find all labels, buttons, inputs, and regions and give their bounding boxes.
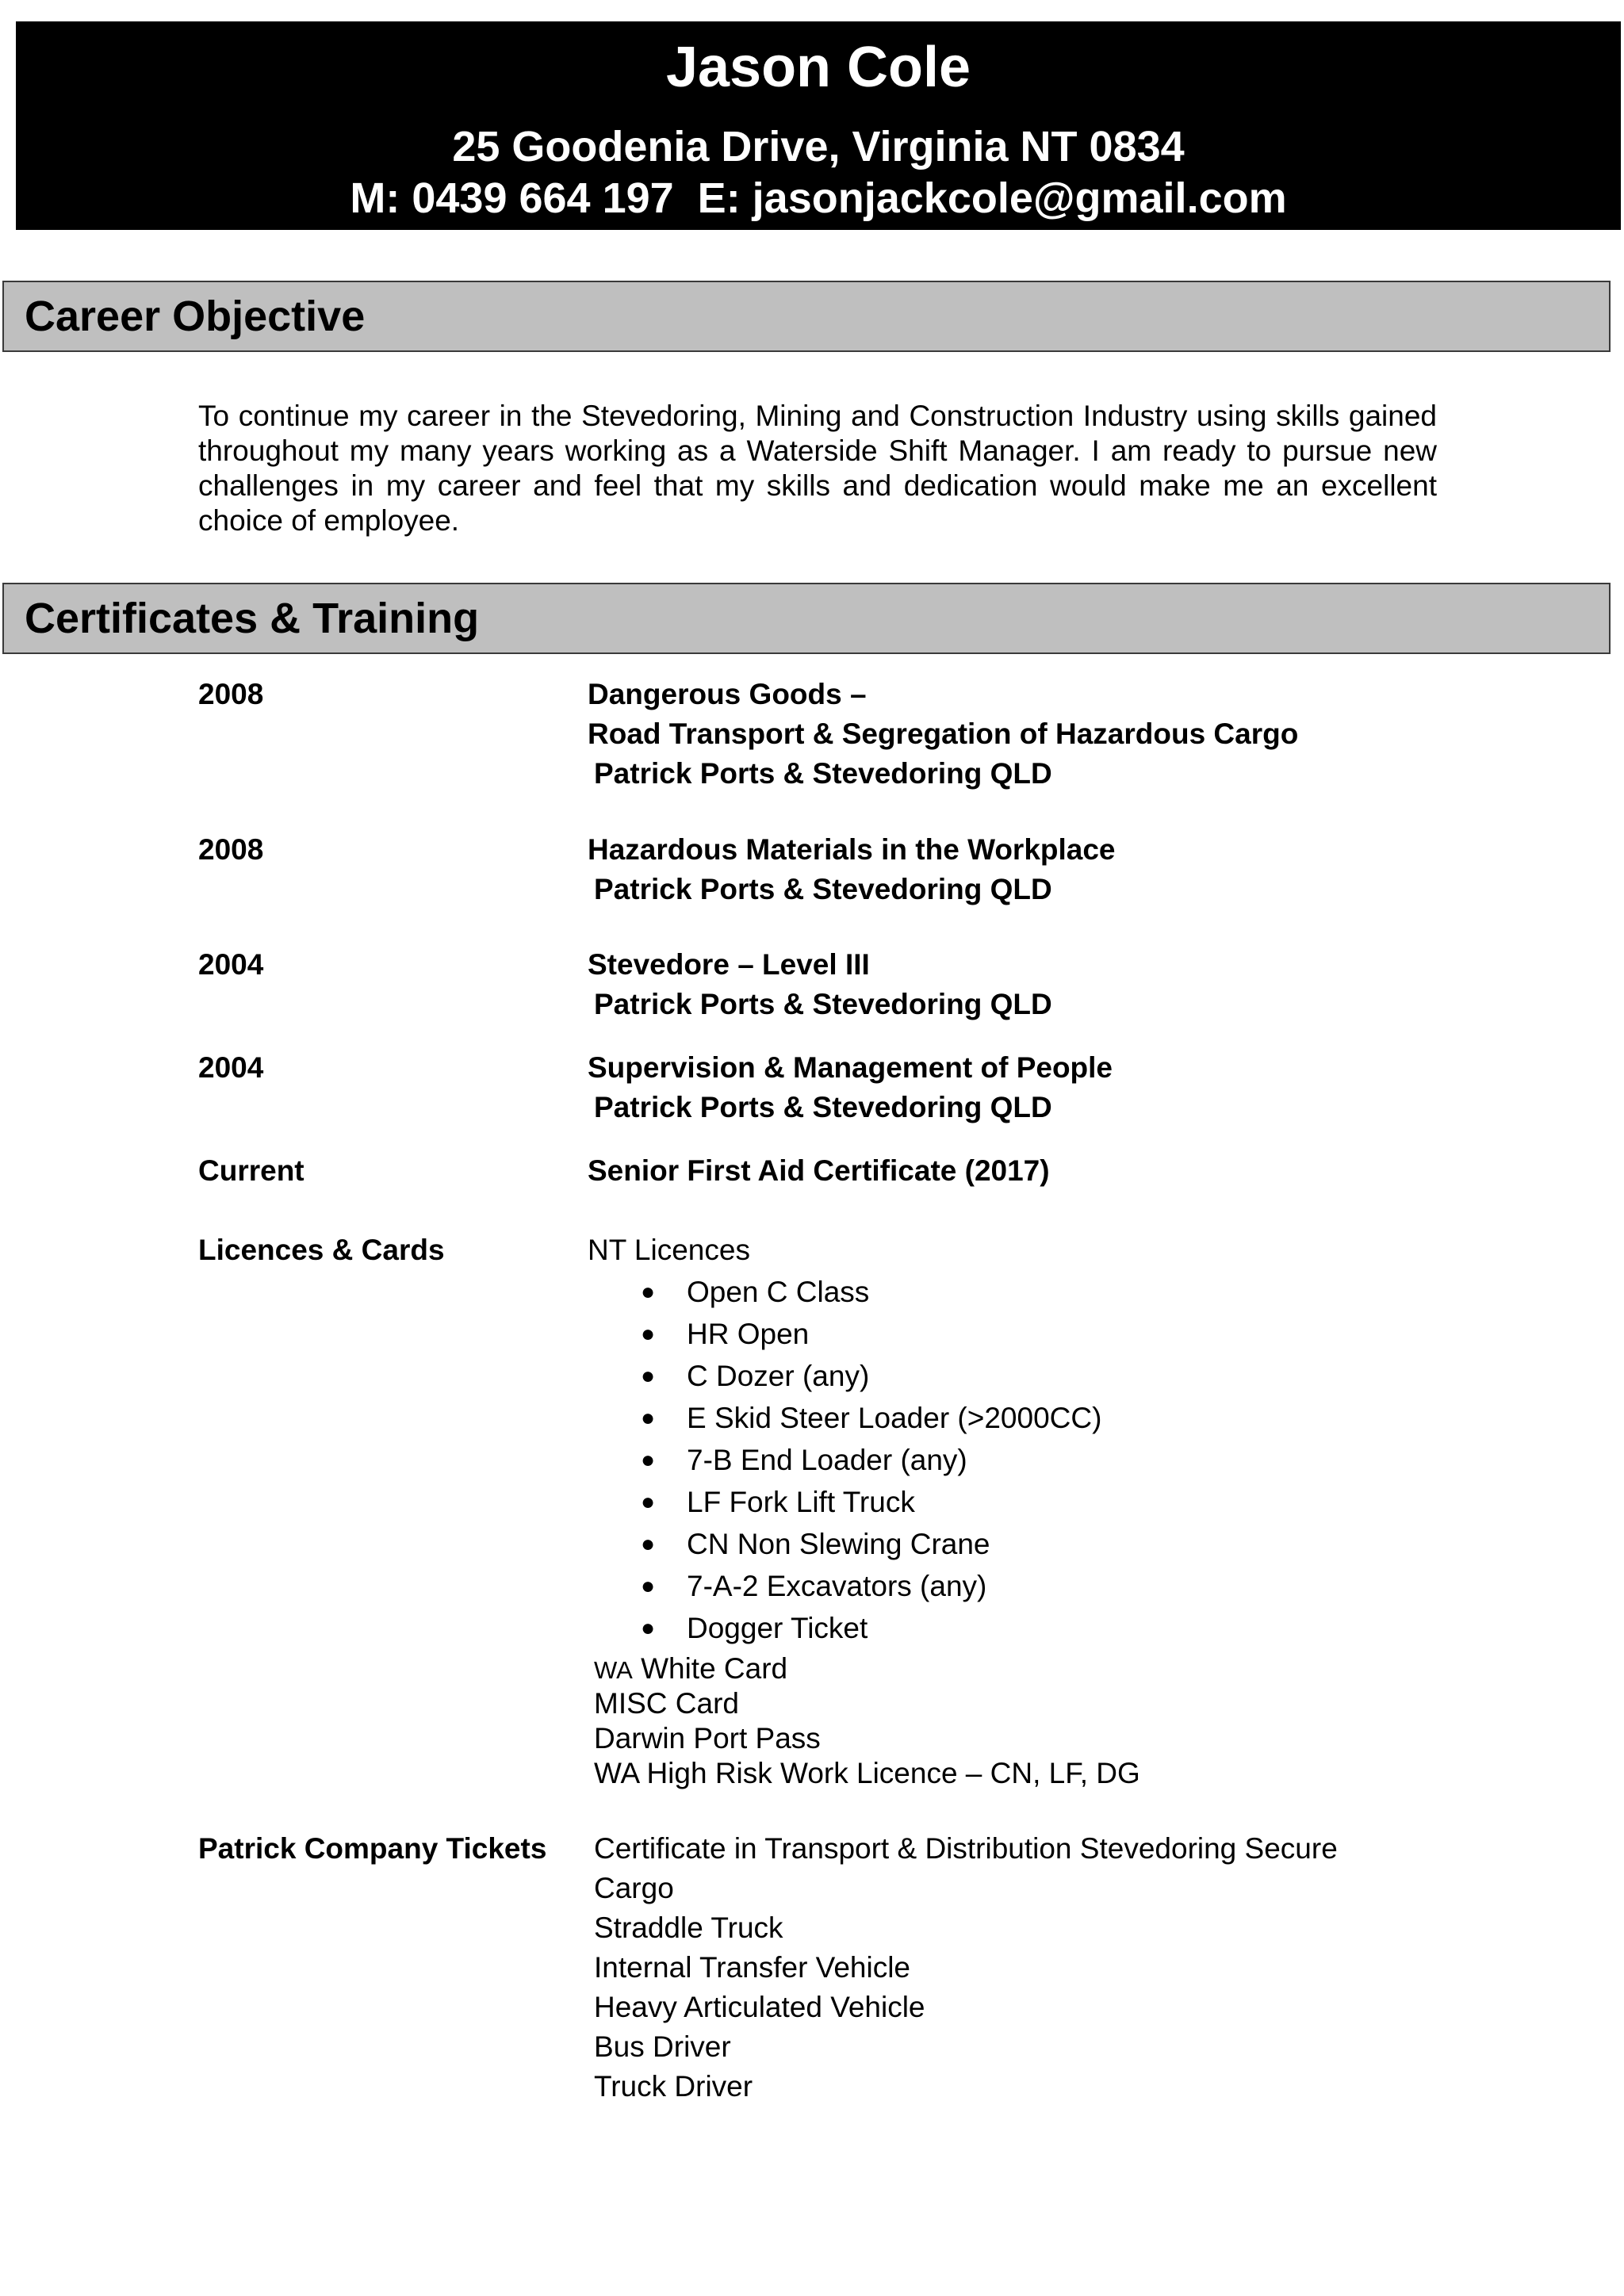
list-item: WA High Risk Work Licence – CN, LF, DG [594, 1757, 1140, 1789]
list-item: Heavy Articulated Vehicle [594, 1991, 925, 2023]
list-item: Dogger Ticket [687, 1612, 868, 1644]
bullet-icon: ● [641, 1489, 656, 1515]
list-item: Truck Driver [594, 2070, 753, 2103]
career-objective-text: To continue my career in the Stevedoring, Mining and Construction Industry using skills gained throughout my many years working as a Waterside Shift Manager. I am ready to pursue new challenges in my career and feel that my skills and dedication would make me an excellent choice of employee. [198, 400, 1437, 537]
section-heading-certificates: Certificates & Training [2, 583, 1611, 654]
nt-licences-heading: NT Licences [588, 1234, 750, 1266]
bullet-icon: ● [641, 1531, 656, 1557]
bullet-icon: ● [641, 1321, 656, 1347]
certificate-year: 2004 [198, 1051, 264, 1084]
bullet-icon: ● [641, 1573, 656, 1599]
bullet-icon: ● [641, 1405, 656, 1431]
certificate-year: 2008 [198, 678, 264, 710]
bullet-icon: ● [641, 1363, 656, 1389]
resume-header [16, 21, 1621, 230]
list-item: C Dozer (any) [687, 1360, 870, 1392]
list-item: Bus Driver [594, 2030, 731, 2063]
certificate-title: Dangerous Goods – [588, 678, 867, 710]
certificate-title: Hazardous Materials in the Workplace [588, 833, 1116, 866]
list-item: 7-A-2 Excavators (any) [687, 1570, 987, 1602]
bullet-icon: ● [641, 1615, 656, 1641]
list-item: Darwin Port Pass [594, 1722, 821, 1755]
certificate-provider: Patrick Ports & Stevedoring QLD [594, 873, 1052, 905]
certificate-title: Supervision & Management of People [588, 1051, 1113, 1084]
list-item: Certificate in Transport & Distribution Stevedoring Secure [594, 1832, 1338, 1865]
list-item: HR Open [687, 1318, 810, 1350]
wa-prefix: WA [594, 1656, 633, 1684]
bullet-icon: ● [641, 1279, 656, 1305]
bullet-icon: ● [641, 1447, 656, 1473]
white-card-label: White Card [641, 1652, 788, 1685]
list-item: LF Fork Lift Truck [687, 1486, 915, 1518]
certificate-provider: Patrick Ports & Stevedoring QLD [594, 1091, 1052, 1123]
list-item: MISC Card [594, 1687, 739, 1720]
list-item: CN Non Slewing Crane [687, 1528, 990, 1560]
certificate-year: 2008 [198, 833, 264, 866]
list-item: Internal Transfer Vehicle [594, 1951, 910, 1984]
list-item: 7-B End Loader (any) [687, 1444, 967, 1476]
section-heading-career-objective: Career Objective [2, 281, 1611, 352]
certificate-provider: Patrick Ports & Stevedoring QLD [594, 757, 1052, 790]
certificate-title: Road Transport & Segregation of Hazardous Cargo [588, 718, 1299, 750]
certificate-provider: Patrick Ports & Stevedoring QLD [594, 988, 1052, 1020]
certificate-year: Current [198, 1154, 304, 1187]
list-item: Cargo [594, 1872, 674, 1904]
licences-label: Licences & Cards [198, 1234, 445, 1266]
candidate-name: Jason Cole [665, 36, 971, 99]
list-item: Open C Class [687, 1276, 870, 1308]
wa-white-card [594, 1651, 787, 1688]
candidate-address: 25 Goodenia Drive, Virginia NT 0834 [452, 123, 1185, 170]
certificate-title: Stevedore – Level III [588, 948, 870, 981]
list-item: Straddle Truck [594, 1911, 783, 1944]
patrick-tickets-label: Patrick Company Tickets [198, 1832, 547, 1865]
certificate-year: 2004 [198, 948, 264, 981]
certificate-title: Senior First Aid Certificate (2017) [588, 1154, 1050, 1187]
candidate-contact: M: 0439 664 197 E: jasonjackcole@gmail.com [350, 174, 1287, 222]
list-item: E Skid Steer Loader (>2000CC) [687, 1402, 1102, 1434]
